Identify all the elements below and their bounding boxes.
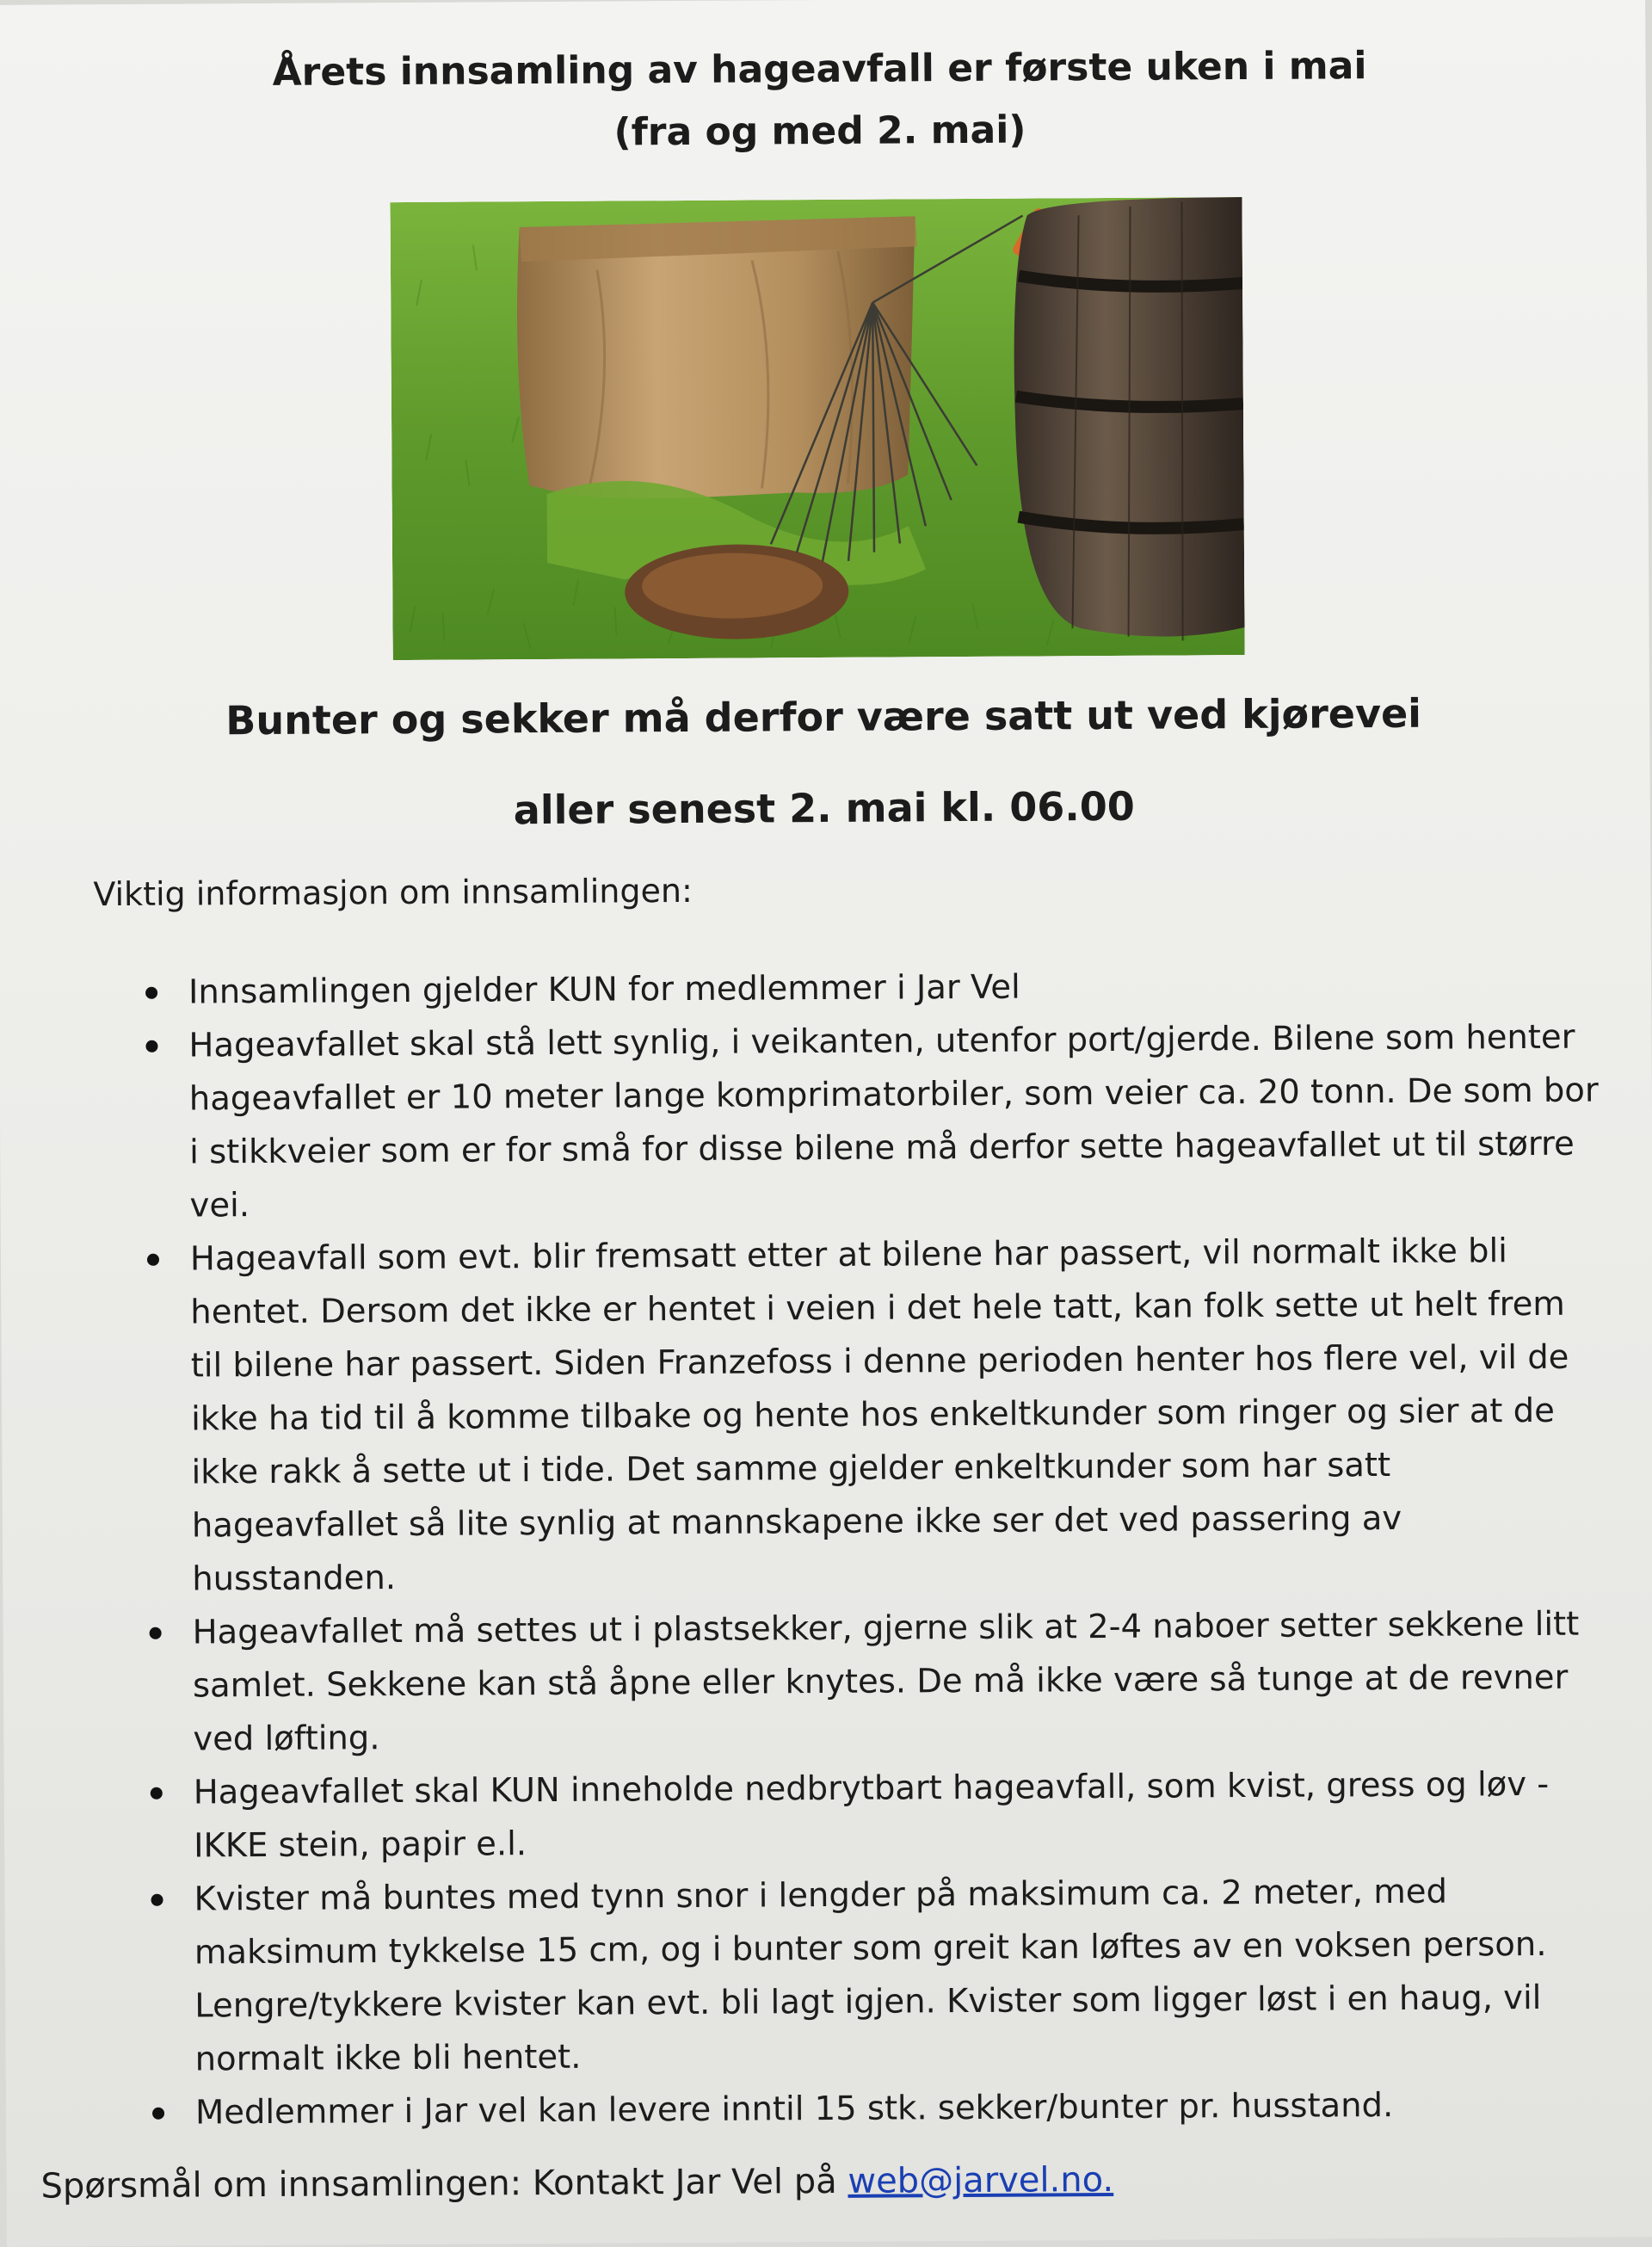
bullet-dot-icon — [151, 1787, 163, 1799]
list-item — [102, 958, 1600, 1021]
bullet-dot-icon — [147, 1254, 159, 1266]
list-item — [106, 1597, 1604, 1767]
bullet-dot-icon — [151, 1894, 163, 1906]
list-item — [108, 1757, 1606, 1874]
bullet-dot-icon — [145, 987, 157, 999]
list-item-text: Medlemmer i Jar vel kan levere inntil 15 stk. sekker/bunter pr. husstand. — [194, 2085, 1394, 2133]
list-item — [102, 1011, 1600, 1234]
list-item — [104, 1224, 1604, 1607]
list-item-text: Hageavfallet skal stå lett synlig, i veikanten, utenfor port/gjerde. Bilene som henter hageavfallet er 10 meter lange komprimatorbiler, som veier ca. 20 tonn. De som bor i stikkveier som er for små for disse bilene må derfor sette hageavfallet ut til større vei. — [188, 1017, 1599, 1225]
bullet-dot-icon — [145, 1040, 157, 1053]
list-item-text: Hageavfall som evt. blir fremsatt etter at bilene har passert, vil normalt ikke bli hentet. Dersom det ikke er hentet i veien i det hele tatt, kan folk sette ut helt frem til bilene har passert. Siden Franzefoss i denne perioden henter hos flere vel, vil de ikke ha tid til å komme tilbake og hente hos enkeltkunder som ringer og sier at de ikke rakk å sette ut i tide. Det samme gjelder enkeltkunder som har satt hageavfallet så lite synlig at mannskapene ikke ser det ved passering av husstanden. — [189, 1232, 1569, 1599]
list-item-text: Hageavfallet skal KUN inneholde nedbrytbart hageavfall, som kvist, gress og løv - IKKE stein, papir e.l. — [193, 1764, 1550, 1866]
info-list — [102, 958, 1606, 2141]
list-item — [108, 1864, 1606, 2087]
deadline-headline: Bunter og sekker må derfor være satt ut ved kjørevei — [225, 689, 1422, 744]
contact-text: Spørsmål om innsamlingen: Kontakt Jar Vel på — [40, 2161, 848, 2207]
list-item-text: Innsamlingen gjelder KUN for medlemmer i Jar Vel — [188, 967, 1020, 1012]
contact-email-link[interactable]: web@jarvel.no. — [848, 2159, 1114, 2201]
contact-footer — [40, 2154, 1113, 2213]
bullet-dot-icon — [152, 2108, 164, 2120]
page-subtitle: (fra og med 2. mai) — [613, 108, 1026, 155]
garden-waste-photo — [390, 197, 1244, 660]
page-title: Årets innsamling av hageavfall er første uken i mai — [272, 44, 1367, 95]
list-item-text: Kvister må buntes med tynn snor i lengder på maksimum ca. 2 meter, med maksimum tykkelse 15 cm, og i bunter som greit kan løftes av en voksen person. Lengre/tykkere kvister kan evt. bli lagt igjen. Kvister som ligger løst i en haug, vil normalt ikke bli hentet. — [194, 1872, 1547, 2079]
list-item — [109, 2077, 1606, 2140]
intro-text: Viktig informasjon om innsamlingen: — [93, 871, 693, 914]
list-item-text: Hageavfallet må settes ut i plastsekker, gjerne slik at 2-4 naboer setter sekkene litt samlet. Sekkene kan stå åpne eller knytes. De må ikke være så tunge at de revner ved løfting. — [192, 1604, 1580, 1759]
deadline-time: aller senest 2. mai kl. 06.00 — [513, 782, 1135, 834]
bullet-dot-icon — [150, 1627, 162, 1639]
